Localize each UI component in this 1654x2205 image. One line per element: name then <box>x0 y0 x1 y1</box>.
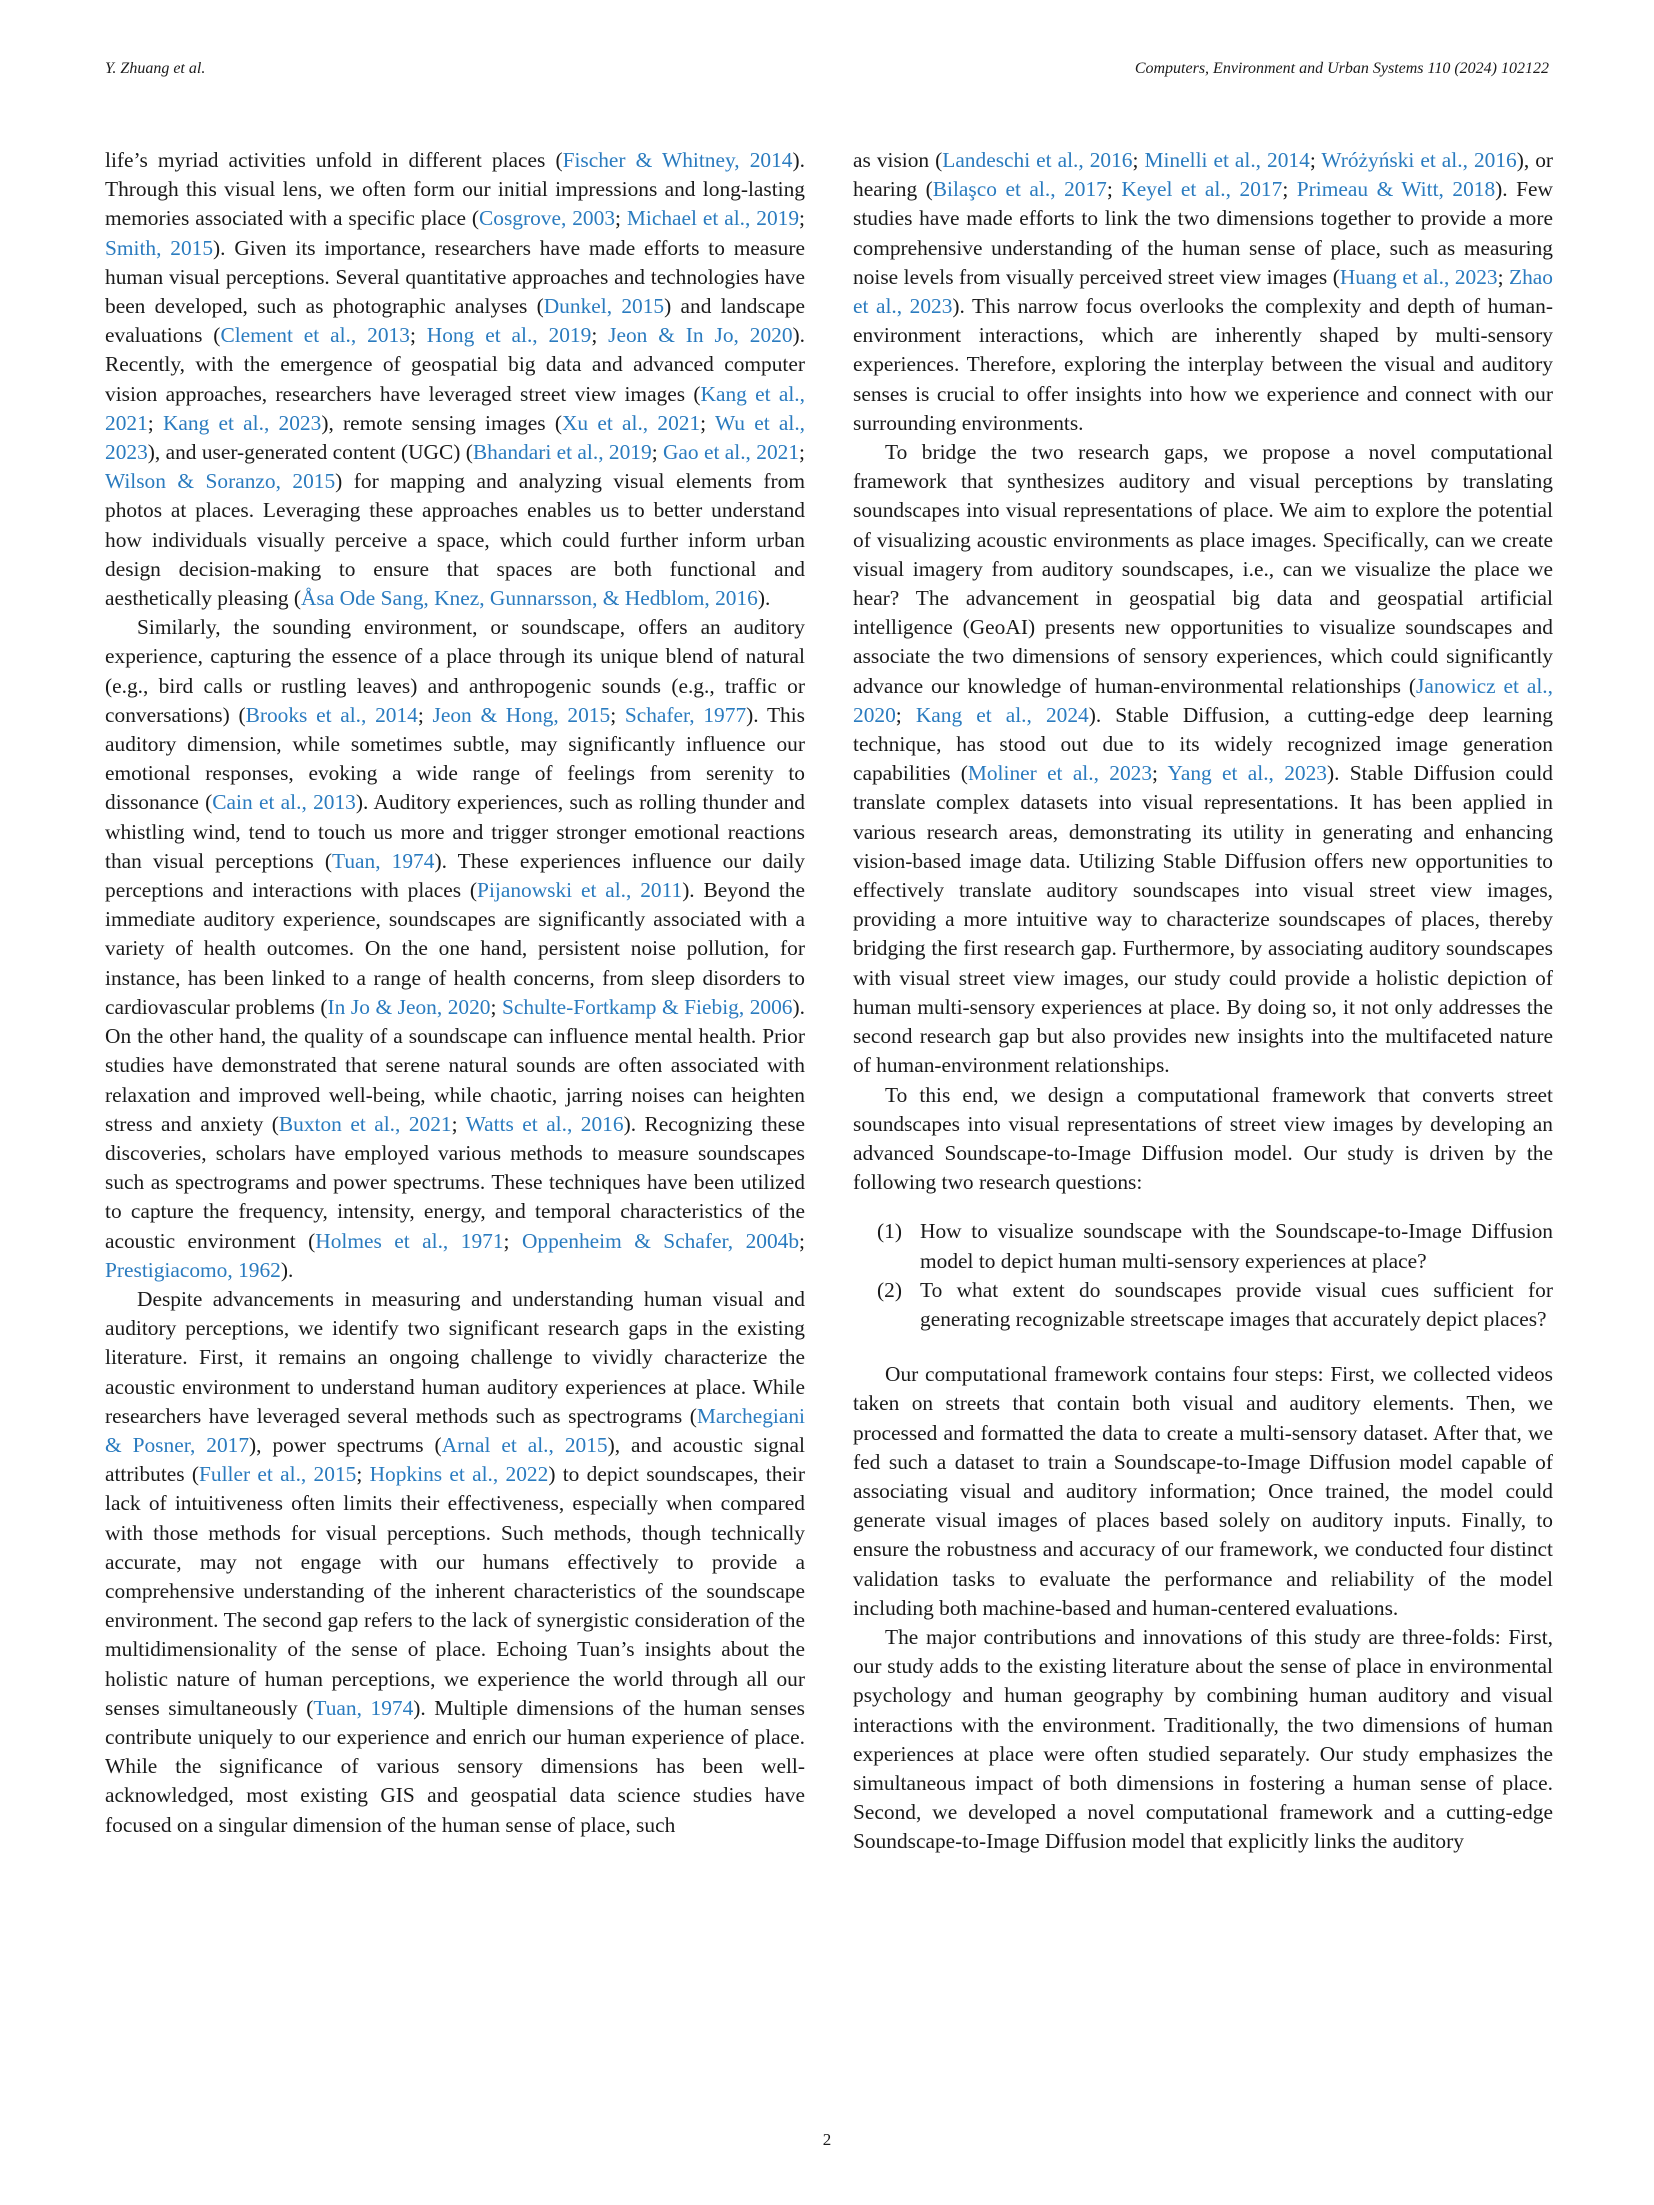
citation-link[interactable]: Arnal et al., 2015 <box>441 1432 608 1457</box>
body-text: ; <box>799 1228 805 1253</box>
body-text: To bridge the two research gaps, we propose a novel computational framework that synthesizes auditory and visual perceptions by translating soundscapes into visual representations of place. We aim to explore the potential of visualizing acoustic environments as place images. Specifically, can we create visual imagery from auditory soundscapes, i.e., can we visualize the place we hear? The advancement in geospatial big data and geospatial artificial intelligence (GeoAI) presents new opportunities to visualize soundscapes and associate the two dimensions of sensory experiences, which could significantly advance our knowledge of human-environmental relationships ( <box>853 440 1553 698</box>
citation-link[interactable]: Gao et al., 2021 <box>662 440 800 465</box>
research-question-number: (2) <box>877 1277 902 1302</box>
body-text: ; <box>1497 264 1510 289</box>
body-text: ), and acoustic signal attributes ( <box>105 1432 805 1487</box>
citation-link[interactable]: Marchegiani & Posner, 2017 <box>105 1403 805 1457</box>
research-question-number: (1) <box>877 1219 902 1244</box>
body-text: ). <box>280 1257 294 1282</box>
paragraph <box>853 1360 1553 1623</box>
header-authors: Y. Zhuang et al. <box>105 60 206 77</box>
citation-link[interactable]: Xu et al., 2021 <box>561 410 701 435</box>
body-text: ; <box>417 702 433 727</box>
body-text: ) and landscape evaluations ( <box>105 294 805 348</box>
body-text: ). Recognizing these discoveries, scholars have employed various methods to measure soundscapes such as spectrograms and power spectrums. These techniques have been utilized to capture the frequency, intensity, energy, and temporal characteristics of the acoustic environment ( <box>105 1111 806 1253</box>
right-column <box>853 146 1553 1857</box>
body-text: ; <box>651 440 663 465</box>
body-text: ), or hearing ( <box>853 148 1554 202</box>
body-text: as vision ( <box>853 148 943 172</box>
body-text: ) for mapping and analyzing visual elements from photos at places. Leveraging these approaches enables us to better understand how individuals visually perceive a space, which could further inform urban design decision-making to ensure that spaces are both functional and aesthetically pleasing ( <box>105 469 806 611</box>
citation-link[interactable]: Cosgrove, 2003 <box>478 206 616 231</box>
paragraph <box>853 1081 1553 1198</box>
citation-link[interactable]: Janowicz et al., 2020 <box>853 673 1554 727</box>
citation-link[interactable]: Pijanowski et al., 2011 <box>477 878 683 903</box>
right-column-bottom <box>853 1360 1553 1856</box>
right-column-top <box>853 146 1553 1197</box>
body-text: ; <box>591 323 609 348</box>
paragraph <box>105 146 805 613</box>
body-text: ; <box>1132 148 1145 172</box>
citation-link[interactable]: Buxton et al., 2021 <box>278 1111 452 1136</box>
running-header <box>105 60 1549 90</box>
body-text: ), and user-generated content (UGC) ( <box>147 440 473 465</box>
body-text: ). Stable Diffusion could translate complex datasets into visual representations. It has been applied in various research areas, demonstrating its utility in generating and enhancing vision-based image data. Utilizing Stable Diffusion offers new opportunities to effectively translate auditory soundscapes into visual street view images, providing a more intuitive way to characterize soundscapes of places, thereby bridging the first research gap. Furthermore, by associating auditory soundscapes with visual street view images, our study could provide a holistic depiction of human multi-sensory experiences at place. By doing so, it not only addresses the second research gap but also provides new insights into the multifaceted nature of human-environment relationships. <box>853 761 1553 1078</box>
citation-link[interactable]: Bilaşco et al., 2017 <box>932 177 1107 202</box>
body-text: ; <box>700 410 715 435</box>
citation-link[interactable]: Moliner et al., 2023 <box>967 761 1153 786</box>
body-text: ). <box>757 586 771 611</box>
body-text: ; <box>1309 148 1322 172</box>
body-text: ). Auditory experiences, such as rolling thunder and whistling wind, tend to touch us more and trigger stronger emotional reactions than visual perceptions ( <box>105 790 805 873</box>
body-text: ; <box>1152 761 1168 786</box>
body-text: ; <box>490 994 502 1019</box>
body-text: ). This auditory dimension, while sometimes subtle, may significantly influence our emotional responses, evoking a wide range of feelings from serenity to dissonance ( <box>105 702 805 815</box>
citation-link[interactable]: Holmes et al., 1971 <box>315 1228 504 1253</box>
body-text: ). This narrow focus overlooks the complexity and depth of human-environment interactions, which are inherently shaped by multi-sensory experiences. Therefore, exploring the interplay between the visual and auditory senses is crucial to offer insights into how we experience and connect with our surrounding environments. <box>853 294 1553 435</box>
body-text: ). Multiple dimensions of the human senses contribute uniquely to our experience and enrich our human experience of place. While the significance of various sensory dimensions has been well-acknowledged, most existing GIS and geospatial data science studies have focused on a singular dimension of the human sense of place, such <box>105 1695 805 1837</box>
research-question-item <box>853 1217 1553 1275</box>
body-text: life’s myriad activities unfold in different places ( <box>105 148 563 172</box>
citation-link[interactable]: Jeon & Hong, 2015 <box>432 702 611 727</box>
body-text: Our computational framework contains four steps: First, we collected videos taken on streets that contain both visual and auditory elements. Then, we processed and formatted the data to create a multi-sensory dataset. After that, we fed such a dataset to train a Soundscape-to-Image Diffusion model capable of associating visual and auditory information; Once trained, the model could generate visual images of places based solely on auditory inputs. Finally, to ensure the robustness and accuracy of our framework, we conducted four distinct validation tasks to evaluate the performance and reliability of the model including both machine-based and human-centered evaluations. <box>853 1362 1553 1620</box>
citation-link[interactable]: Hong et al., 2019 <box>426 323 592 348</box>
citation-link[interactable]: Clement et al., 2013 <box>220 323 410 348</box>
citation-link[interactable]: Wu et al., 2023 <box>105 410 806 465</box>
body-text: ; <box>451 1111 466 1136</box>
body-text: ; <box>409 323 427 348</box>
citation-link[interactable]: Kang et al., 2024 <box>915 702 1089 727</box>
body-text: To this end, we design a computational framework that converts street soundscapes into visual representations of street view images by developing an advanced Soundscape-to-Image Diffusion model. Our study is driven by the following two research questions: <box>853 1082 1553 1195</box>
citation-link[interactable]: Dunkel, 2015 <box>543 294 665 319</box>
citation-link[interactable]: Schafer, 1977 <box>624 702 747 727</box>
research-questions-list <box>853 1217 1553 1334</box>
body-text: ) to depict soundscapes, their lack of intuitiveness often limits their effectiveness, especially when compared with those methods for visual perceptions. Such methods, though technically accurate, may not engage with our humans effectively to provide a comprehensive understanding of the inherent characteristics of the soundscape environment. The second gap refers to the lack of synergistic consideration of the multidimensionality of the sense of place. Echoing Tuan’s insights about the holistic nature of human perceptions, we experience the world through all our senses simultaneously ( <box>105 1462 806 1720</box>
citation-link[interactable]: Primeau & Witt, 2018 <box>1296 177 1496 202</box>
body-text: ). Few studies have made efforts to link the two dimensions together to provide a more comprehensive understanding of the human sense of place, such as measuring noise levels from visually perceived street view images ( <box>853 177 1553 289</box>
citation-link[interactable]: Tuan, 1974 <box>313 1695 414 1720</box>
body-text: ; <box>1106 177 1122 202</box>
body-text: ), remote sensing images ( <box>321 410 562 435</box>
citation-link[interactable]: Watts et al., 2016 <box>465 1111 624 1136</box>
citation-link[interactable]: Åsa Ode Sang, Knez, Gunnarsson, & Hedblom, 2016 <box>301 586 758 611</box>
citation-link[interactable]: Michael et al., 2019 <box>626 206 800 231</box>
citation-link[interactable]: Minelli et al., 2014 <box>1144 148 1310 172</box>
citation-link[interactable]: Wróżyński et al., 2016 <box>1321 148 1517 172</box>
body-text: ). Beyond the immediate auditory experience, soundscapes are significantly associated with a variety of health outcomes. On the one hand, persistent noise pollution, for instance, has been linked to a range of health concerns, from sleep disorders to cardiovascular problems ( <box>105 878 806 1019</box>
citation-link[interactable]: Keyel et al., 2017 <box>1121 177 1283 202</box>
citation-link[interactable]: Kang et al., 2021 <box>105 381 805 435</box>
body-text: ). Recently, with the emergence of geospatial big data and advanced computer vision approaches, researchers have leveraged street view images ( <box>105 323 806 406</box>
citation-link[interactable]: Prestigiacomo, 1962 <box>105 1257 281 1282</box>
body-text: ). Stable Diffusion, a cutting-edge deep learning technique, has stood out due to its widely recognized image generation capabilities ( <box>853 702 1553 786</box>
body-text: ; <box>615 206 627 231</box>
citation-link[interactable]: Kang et al., 2023 <box>162 410 322 435</box>
research-question-text: To what extent do soundscapes provide visual cues sufficient for generating recognizable streetscape images that accurately depict places? <box>920 1277 1553 1331</box>
body-text: ; <box>503 1228 522 1253</box>
body-text: ; <box>895 702 916 727</box>
body-text: Despite advancements in measuring and understanding human visual and auditory perceptions, we identify two significant research gaps in the existing literature. First, it remains an ongoing challenge to vividly characterize the acoustic environment to understand human auditory experiences at place. While researchers have leveraged several methods such as spectrograms ( <box>105 1286 805 1428</box>
citation-link[interactable]: Bhandari et al., 2019 <box>472 440 652 465</box>
body-text: ; <box>799 206 805 231</box>
citation-link[interactable]: Cain et al., 2013 <box>212 790 356 815</box>
body-text: ; <box>799 440 805 465</box>
paragraph <box>853 438 1553 1080</box>
citation-link[interactable]: Smith, 2015 <box>105 235 214 260</box>
citation-link[interactable]: Fuller et al., 2015 <box>199 1462 357 1487</box>
citation-link[interactable]: Hopkins et al., 2022 <box>369 1462 549 1487</box>
citation-link[interactable]: Wilson & Soranzo, 2015 <box>105 469 336 494</box>
paragraph <box>853 146 1553 438</box>
citation-link[interactable]: Zhao et al., 2023 <box>853 264 1553 319</box>
research-question-text: How to visualize soundscape with the Soundscape-to-Image Diffusion model to depict human multi-sensory experiences at place? <box>920 1219 1553 1273</box>
body-text: ; <box>356 1462 370 1487</box>
left-column <box>105 146 805 1840</box>
header-journal: Computers, Environment and Urban Systems 110 (2024) 102122 <box>1134 60 1549 77</box>
citation-link[interactable]: Schulte-Fortkamp & Fiebig, 2006 <box>501 994 793 1019</box>
body-text: ). Given its importance, researchers have made efforts to measure human visual perceptions. Several quantitative approaches and technologies have been developed, such as photographic analyses ( <box>105 235 805 319</box>
body-text: ), power spectrums ( <box>249 1432 442 1457</box>
body-text: ; <box>610 702 625 727</box>
citation-link[interactable]: In Jo & Jeon, 2020 <box>327 994 491 1019</box>
body-text: The major contributions and innovations of this study are three-folds: First, our study adds to the existing literature about the sense of place in environmental psychology and human geography by combining human auditory and visual interactions with the environment. Traditionally, the two dimensions of human experiences at place were often studied separately. Our study emphasizes the simultaneous impact of both dimensions in fostering a human sense of place. Second, we developed a novel computational framework and a cutting-edge Soundscape-to-Image Diffusion model that explicitly links the auditory <box>853 1624 1553 1854</box>
citation-link[interactable]: Huang et al., 2023 <box>1339 264 1498 289</box>
paragraph <box>105 1285 805 1840</box>
citation-link[interactable]: Yang et al., 2023 <box>1167 761 1327 786</box>
body-text: Similarly, the sounding environment, or soundscape, offers an auditory experience, capturing the essence of a place through its unique blend of natural (e.g., bird calls or rustling leaves) and anthropogenic sounds (e.g., traffic or conversations) ( <box>105 615 805 727</box>
citation-link[interactable]: Tuan, 1974 <box>332 848 435 873</box>
citation-link[interactable]: Jeon & In Jo, 2020 <box>608 323 793 348</box>
body-text: ). Through this visual lens, we often form our initial impressions and long-lasting memories associated with a specific place ( <box>105 148 805 231</box>
research-question-item <box>853 1276 1553 1334</box>
body-text: ; <box>147 410 163 435</box>
citation-link[interactable]: Fischer & Whitney, 2014 <box>562 148 793 172</box>
citation-link[interactable]: Landeschi et al., 2016 <box>942 148 1133 172</box>
page-number: 2 <box>822 2130 832 2149</box>
body-text: ; <box>1282 177 1297 202</box>
paragraph <box>853 1623 1553 1857</box>
body-text: ). These experiences influence our daily perceptions and interactions with places ( <box>105 848 805 903</box>
paragraph <box>105 613 805 1285</box>
body-text: ). On the other hand, the quality of a soundscape can influence mental health. Prior studies have demonstrated that serene natural sounds are often associated with relaxation and improved well-being, while chaotic, jarring noises can heighten stress and anxiety ( <box>105 994 805 1136</box>
citation-link[interactable]: Oppenheim & Schafer, 2004b <box>521 1228 800 1253</box>
citation-link[interactable]: Brooks et al., 2014 <box>245 702 418 727</box>
